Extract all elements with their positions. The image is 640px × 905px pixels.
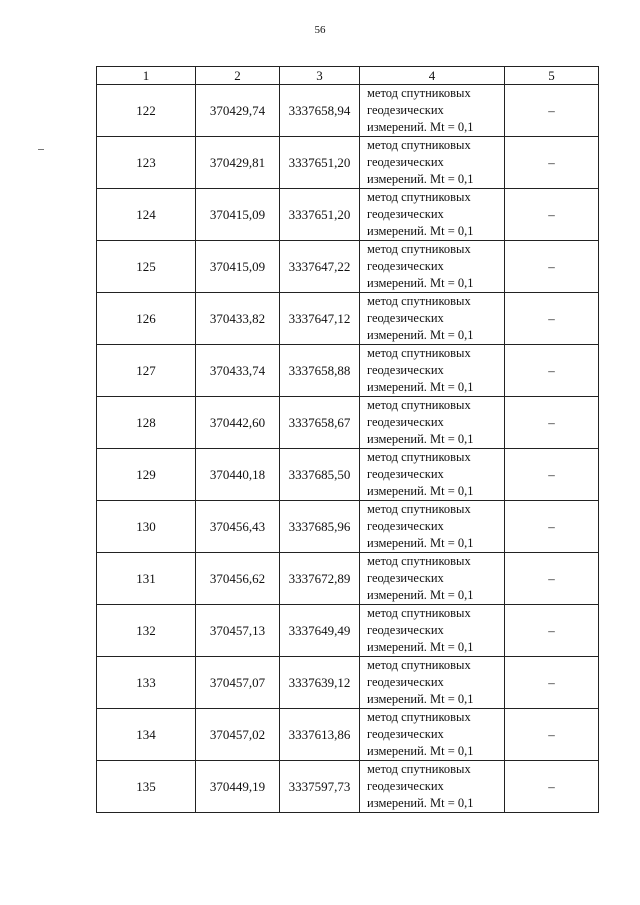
point-number-cell: 128 <box>97 397 196 449</box>
method-line: измерений. Mt = 0,1 <box>367 120 474 134</box>
method-cell <box>360 137 505 189</box>
note-cell: – <box>505 189 599 241</box>
coordinate-x-cell: 370456,43 <box>196 501 280 553</box>
table-row <box>97 137 599 189</box>
table-row <box>97 241 599 293</box>
coordinate-y-cell: 3337651,20 <box>280 137 360 189</box>
coordinate-y-cell: 3337685,96 <box>280 501 360 553</box>
note-cell: – <box>505 293 599 345</box>
point-number-cell: 123 <box>97 137 196 189</box>
coordinate-y-cell: 3337672,89 <box>280 553 360 605</box>
coordinate-y-cell: 3337649,49 <box>280 605 360 657</box>
point-number-cell: 124 <box>97 189 196 241</box>
method-cell <box>360 709 505 761</box>
point-number-cell: 125 <box>97 241 196 293</box>
method-line: измерений. Mt = 0,1 <box>367 380 474 394</box>
table-row <box>97 345 599 397</box>
table-body <box>97 85 599 813</box>
note-cell: – <box>505 501 599 553</box>
coordinate-x-cell: 370456,62 <box>196 553 280 605</box>
coordinate-x-cell: 370457,02 <box>196 709 280 761</box>
point-number-cell: 133 <box>97 657 196 709</box>
method-cell <box>360 85 505 137</box>
method-line: метод спутниковых <box>367 86 471 100</box>
coordinates-table <box>96 66 599 813</box>
note-cell: – <box>505 345 599 397</box>
coordinate-x-cell: 370433,82 <box>196 293 280 345</box>
column-header-3: 3 <box>280 67 360 85</box>
point-number-cell: 122 <box>97 85 196 137</box>
method-line: метод спутниковых <box>367 606 471 620</box>
method-cell <box>360 657 505 709</box>
method-cell <box>360 761 505 813</box>
coordinate-y-cell: 3337647,22 <box>280 241 360 293</box>
column-header-4: 4 <box>360 67 505 85</box>
method-line: геодезических <box>367 311 444 325</box>
coordinate-x-cell: 370457,07 <box>196 657 280 709</box>
method-cell <box>360 501 505 553</box>
method-line: измерений. Mt = 0,1 <box>367 328 474 342</box>
coordinate-y-cell: 3337658,94 <box>280 85 360 137</box>
margin-mark <box>38 149 44 150</box>
point-number-cell: 130 <box>97 501 196 553</box>
method-line: метод спутниковых <box>367 450 471 464</box>
table-row <box>97 293 599 345</box>
table-row <box>97 605 599 657</box>
method-line: геодезических <box>367 155 444 169</box>
method-line: метод спутниковых <box>367 554 471 568</box>
table-header <box>97 67 599 85</box>
coordinate-x-cell: 370429,81 <box>196 137 280 189</box>
point-number-cell: 135 <box>97 761 196 813</box>
note-cell: – <box>505 709 599 761</box>
method-line: геодезических <box>367 519 444 533</box>
point-number-cell: 132 <box>97 605 196 657</box>
note-cell: – <box>505 605 599 657</box>
table-row <box>97 553 599 605</box>
method-line: измерений. Mt = 0,1 <box>367 744 474 758</box>
method-line: метод спутниковых <box>367 242 471 256</box>
method-line: геодезических <box>367 467 444 481</box>
coordinate-y-cell: 3337597,73 <box>280 761 360 813</box>
method-line: геодезических <box>367 675 444 689</box>
column-header-5: 5 <box>505 67 599 85</box>
coordinate-x-cell: 370429,74 <box>196 85 280 137</box>
coordinate-y-cell: 3337647,12 <box>280 293 360 345</box>
note-cell: – <box>505 761 599 813</box>
method-line: геодезических <box>367 779 444 793</box>
method-line: измерений. Mt = 0,1 <box>367 692 474 706</box>
method-line: метод спутниковых <box>367 346 471 360</box>
page-number: 56 <box>314 24 326 36</box>
method-line: измерений. Mt = 0,1 <box>367 432 474 446</box>
column-header-1: 1 <box>97 67 196 85</box>
coordinate-x-cell: 370440,18 <box>196 449 280 501</box>
method-line: геодезических <box>367 571 444 585</box>
method-cell <box>360 397 505 449</box>
coordinate-x-cell: 370433,74 <box>196 345 280 397</box>
method-line: измерений. Mt = 0,1 <box>367 484 474 498</box>
coordinate-x-cell: 370415,09 <box>196 189 280 241</box>
note-cell: – <box>505 85 599 137</box>
coordinate-x-cell: 370449,19 <box>196 761 280 813</box>
point-number-cell: 127 <box>97 345 196 397</box>
method-line: геодезических <box>367 363 444 377</box>
point-number-cell: 134 <box>97 709 196 761</box>
method-line: геодезических <box>367 415 444 429</box>
method-line: геодезических <box>367 259 444 273</box>
table-row <box>97 449 599 501</box>
method-line: измерений. Mt = 0,1 <box>367 536 474 550</box>
table-row <box>97 709 599 761</box>
coordinate-y-cell: 3337613,86 <box>280 709 360 761</box>
note-cell: – <box>505 553 599 605</box>
method-line: измерений. Mt = 0,1 <box>367 640 474 654</box>
coordinate-y-cell: 3337639,12 <box>280 657 360 709</box>
method-line: метод спутниковых <box>367 190 471 204</box>
method-line: измерений. Mt = 0,1 <box>367 588 474 602</box>
table-row <box>97 501 599 553</box>
coordinate-x-cell: 370457,13 <box>196 605 280 657</box>
method-cell <box>360 189 505 241</box>
method-line: геодезических <box>367 623 444 637</box>
header-row <box>97 67 599 85</box>
method-cell <box>360 449 505 501</box>
method-line: измерений. Mt = 0,1 <box>367 276 474 290</box>
method-line: геодезических <box>367 103 444 117</box>
method-cell <box>360 293 505 345</box>
method-line: измерений. Mt = 0,1 <box>367 796 474 810</box>
point-number-cell: 129 <box>97 449 196 501</box>
point-number-cell: 131 <box>97 553 196 605</box>
method-line: геодезических <box>367 727 444 741</box>
method-line: измерений. Mt = 0,1 <box>367 224 474 238</box>
coordinate-x-cell: 370415,09 <box>196 241 280 293</box>
note-cell: – <box>505 397 599 449</box>
method-line: метод спутниковых <box>367 762 471 776</box>
note-cell: – <box>505 137 599 189</box>
coordinate-y-cell: 3337651,20 <box>280 189 360 241</box>
point-number-cell: 126 <box>97 293 196 345</box>
method-line: метод спутниковых <box>367 294 471 308</box>
method-line: метод спутниковых <box>367 138 471 152</box>
table-row <box>97 189 599 241</box>
method-line: измерений. Mt = 0,1 <box>367 172 474 186</box>
table-row <box>97 657 599 709</box>
coordinate-x-cell: 370442,60 <box>196 397 280 449</box>
method-cell <box>360 241 505 293</box>
coordinate-y-cell: 3337658,88 <box>280 345 360 397</box>
method-cell <box>360 553 505 605</box>
note-cell: – <box>505 657 599 709</box>
method-line: метод спутниковых <box>367 502 471 516</box>
method-line: геодезических <box>367 207 444 221</box>
method-cell <box>360 605 505 657</box>
method-line: метод спутниковых <box>367 658 471 672</box>
table-row <box>97 85 599 137</box>
method-line: метод спутниковых <box>367 710 471 724</box>
method-cell <box>360 345 505 397</box>
coordinate-y-cell: 3337658,67 <box>280 397 360 449</box>
table-row <box>97 397 599 449</box>
note-cell: – <box>505 449 599 501</box>
column-header-2: 2 <box>196 67 280 85</box>
coordinate-y-cell: 3337685,50 <box>280 449 360 501</box>
table-row <box>97 761 599 813</box>
note-cell: – <box>505 241 599 293</box>
method-line: метод спутниковых <box>367 398 471 412</box>
